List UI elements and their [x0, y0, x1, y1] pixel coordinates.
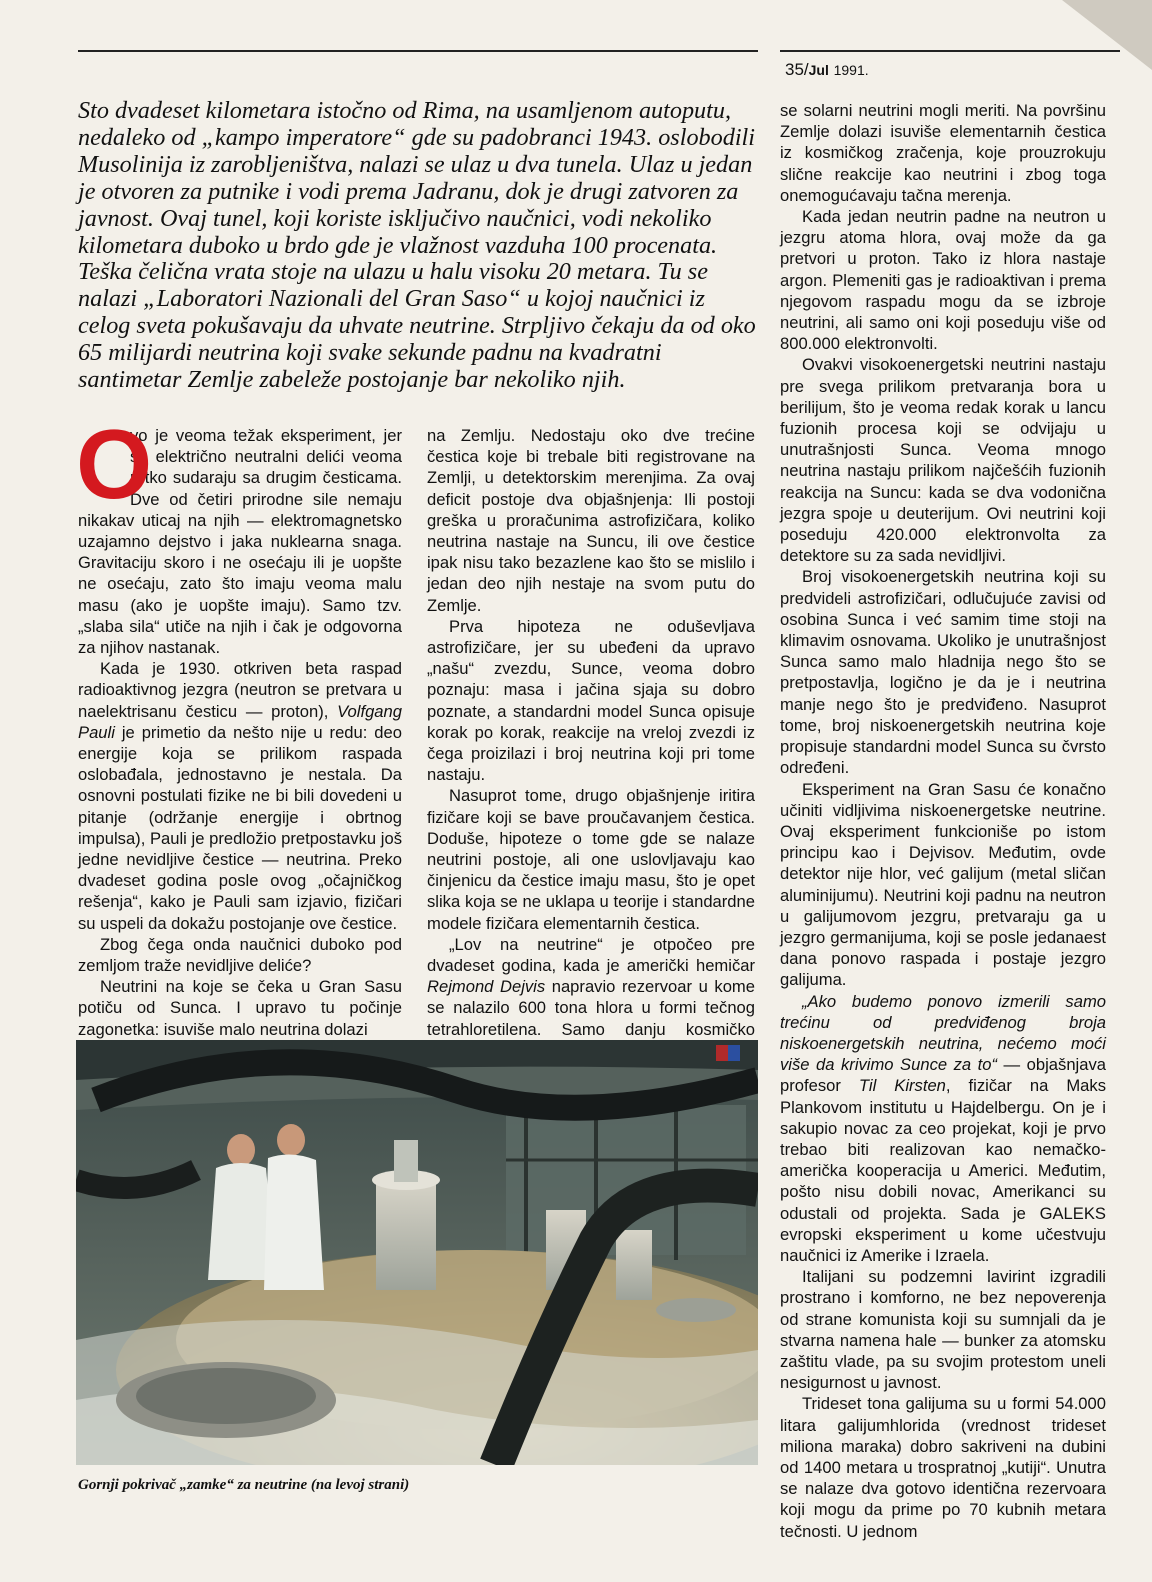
lead-paragraph: Sto dvadeset kilometara istočno od Rima, na usamljenom autoputu, nedaleko od „kampo imperatore“ gde su padobranci 1943. oslobodili Musolinija iz zarobljeništva, nalazi se ulaz u dva tunela. Ulaz u jedan je otvoren za putnike i vodi prema Jadranu, dok je drugi zatvoren za javnost. Ovaj tunel, koji koriste isključivo naučnici, vodi nekoliko kilometara duboko u brdo gde je vlažnost vazduha 100 procenata. Teška čelična vrata stoje na ulazu u halu visoku 20 metara. Tu se nalazi „Laboratori Nazionali del Gran Saso“ u kojoj naučnici iz celog sveta pokušavaju da uhvate neutrine. Strpljivo čekaju da od oko 65 milijardi neutrina koji svake sekunde padnu na kvadratni santimetar Zemlje zabeleže postojanje bar nekoliko njih. [78, 97, 756, 394]
col3-paragraph-3: Ovakvi visokoenergetski neutrini nastaju pre svega prilikom pretvaranja bora u berilijum, što je veoma redak korak u lancu fuzionih procesa koji se odvijaju u unutrašnjosti Sunca. Veoma mnogo neutrina nastaju prilikom najčešćih fuzionih reakcija na Suncu: kada se dva vodonična jezgra spoje u deuterijum. Ovi neutrini koji poseduju 420.000 elektronvolta za detektore su za sada nevidljivi. [780, 355, 1106, 566]
col2-paragraph-1: na Zemlju. Nedostaju oko dve trećine čestica koje bi trebale biti registrovane na Zemlji, u detektorskim merenjima. Za ovaj deficit postoje dva objašnjenja: Ili postoji greška u proračunima astrofizičara, koliko neutrina nastaje na Suncu, ili ove čestice ipak nisu tako bezazlene kao što se mislilo i jedan deo njih nestaje na svom putu do Zemlje. [427, 426, 755, 615]
col3-paragraph-8: Trideset tona galijuma su u formi 54.000 litara galijumhlorida (vrednost trideset miliona maraka) dobro sakriveni na dubini od 1400 metara u trospratnoj „kutiji“. Unutra se nalaze dva gotovo identična rezervoara koji mogu da prime po 70 kubnih metara tečnosti. U jednom [780, 1394, 1106, 1541]
col2-paragraph-4: „Lov na neutrine“ je otpočeo pre dvadeset godina, kada je američki hemičar Rejmond Dejvis napravio rezervoar u kome se nalazilo 600 tona hlora u formi tečnog tetrahloretilena. Samo danju kosmičko [427, 934, 755, 1039]
col3-paragraph-2: Kada jedan neutrin padne na neutron u jezgru atoma hlora, ovaj može da ga pretvori u proton. Tako iz hlora nastaje argon. Plemeniti gas je radioaktivan i prema njegovom raspadu mogu da se izbroje neutrini, ali samo oni koji poseduju više od 800.000 elektronvolti. [780, 207, 1106, 354]
col1-paragraph-1: O vo je veoma težak eksperiment, jer se električno neutralni delići veoma retko sudaraju sa drugim česticama. Dve od četiri prirodne sile nemaju nikakav uticaj na njih — elektromagnetsko uzajamno dejstvo i jaka nuklearna snaga. Gravitaciju skoro i ne osećaju ili je uopšte ne osećaju, zato što imaju veoma malu masu (ako je uopšte imaju). Samo tzv. „slaba sila“ utiče na njih i čak je odgovorna za njihov nastanak. [76, 409, 402, 658]
text-column-1 [76, 409, 402, 1040]
text-column-2 [427, 425, 755, 1061]
col2-paragraph-3: Nasuprot tome, drugo objašnjenje iritira fizičare koji se bave proučavanjem čestica. Doduše, hipoteze o tome gde se nalaze neutrini postoje, ali one uslovljavaju kao činjenicu da čestice imaju masu, što je opet slika koja se ne uklapa u teorije i standardne modele fizičara elementarnih čestica. [427, 786, 755, 933]
laboratory-photo-illustration [76, 1040, 758, 1465]
col3-paragraph-6: „Ako budemo ponovo izmerili samo trećinu od predviđenog broja niskoenergetskih neutrina, nećemo moći više da krivimo Sunce za to“ — objašnjava profesor Til Kirsten, fizičar na Maks Plankovom institutu u Hajdelbergu. On je i sakupio novac za ceo projekat, koji je prvo trebao biti realizovan kao nemačko-američka kooperacija u Americi. Međutim, pošto nisu dobili novac, Amerikanci su odustali od projekta. Sada je GALEKS evropski eksperiment u kome učestvuju naučnici iz Amerike i Izraela. [780, 991, 1106, 1265]
col3-paragraph-1: se solarni neutrini mogli meriti. Na površinu Zemlje dolazi isuviše elementarnih čestica iz kosmičkog zračenja, koje prouzrokuju slične reakcije kao neutrini i zbog toga onemogućavaju tačna merenja. [780, 101, 1106, 205]
drop-cap: O [76, 409, 153, 519]
col3-paragraph-5: Eksperiment na Gran Sasu će konačno učiniti vidljivima niskoenergetske neutrine. Ovaj eksperiment funkcioniše po istom principu kao i Dejvisov. Međutim, ovde detektor nije hlor, već galijum (metal sličan aluminijumu). Neutrini koji padnu na neutron u galijumovom jezgru, pretvaraju ga u jezgro germanijuma, koji se posle jedanaest dana ponovo raspada i postaje jezgro galijuma. [780, 779, 1106, 990]
text-column-3 [780, 100, 1106, 1542]
header-rule-left [78, 50, 758, 52]
photo-caption: Gornji pokrivač „zamke“ za neutrine (na levoj strani) [78, 1477, 410, 1493]
col3-paragraph-4: Broj visokoenergetskih neutrina koji su predvideli astrofizičari, odlučujuće zavisi od osobina Sunca i već samim time stoji na klimavim osnovama. Ukoliko je unutrašnjost Sunca samo malo hladnija nego što se pretpostavlja, logično je da je i neutrina manje nego što je predviđeno. Nasuprot tome, broj niskoenergetskih neutrina koje propisuje standardni model Sunca su čvrsto određeni. [780, 567, 1106, 778]
col3-paragraph-7: Italijani su podzemni lavirint izgradili prostrano i komforno, ne bez nepoverenja od strane komunista koji su sumnjali da je stvarna namena hale — bunker za atomsku zaštitu vlade, pa su svojim protestom uneli nesigurnost u javnost. [780, 1267, 1106, 1393]
col1-paragraph-4: Neutrini na koje se čeka u Gran Sasu potiču od Sunca. I upravo tu počinje zagonetka: isuviše malo neutrina dolazi [78, 977, 402, 1039]
laboratory-photo [76, 1040, 758, 1465]
col1-paragraph-2: Kada je 1930. otkriven beta raspad radioaktivnog jezgra (neutron se pretvara u naelektrisanu česticu — proton), Volfgang Pauli je primetio da nešto nije u redu: deo energije koja se prilikom raspada oslobađala, jednostavno je nestala. Da osnovni postulati fizike ne bi bili dovedeni u pitanje (održanje energije i obrtnog impulsa), Pauli je predložio pretpostavku još jedne nevidljive čestice — neutrina. Preko dvadeset godina posle ovog „očajničkog rešenja“, kako je Pauli sam izjavio, fizičari su uspeli da dokažu postojanje ove čestice. [78, 659, 402, 933]
page-folio: 35/Jul 1991. [785, 60, 869, 79]
col1-paragraph-3: Zbog čega onda naučnici duboko pod zemljom traže nevidljive deliće? [78, 934, 402, 976]
col2-paragraph-2: Prva hipoteza ne oduševljava astrofizičare, jer su ubeđeni da upravo „našu“ zvezdu, Sunce, veoma dobro poznaju: masa i jačina sjaja su dobro poznate, a standardni model Sunca opisuje korak po korak, reakcije na vrelој zvezdi iz čega proizilazi i broj neutrina koji pri tome nastaju. [427, 616, 755, 785]
header-rule-right [780, 50, 1120, 52]
page-corner-fold [1062, 0, 1152, 70]
